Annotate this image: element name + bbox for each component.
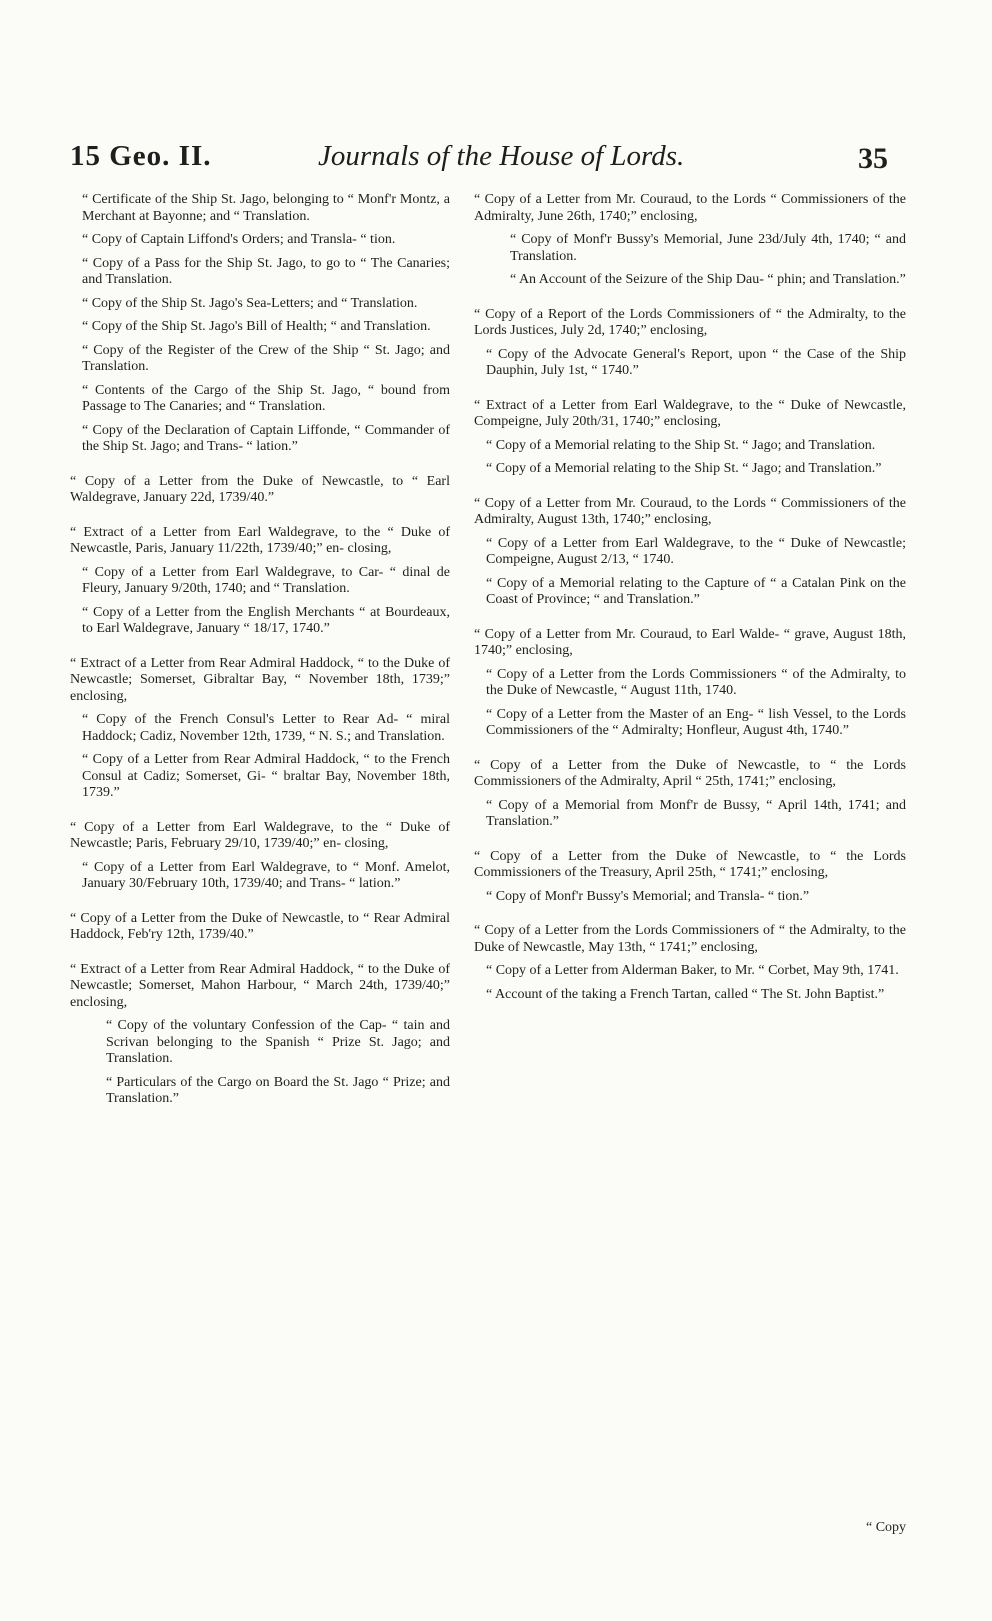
right-column <box>474 192 906 1010</box>
entry-item: “ Copy of a Letter from the Duke of Newcastle, to “ Rear Admiral Haddock, Feb'ry 12th, 1739/40.” <box>70 910 450 942</box>
entry-item: “ Copy of a Memorial relating to the Ship St. “ Jago; and Translation. <box>486 437 876 453</box>
catchword: “ Copy <box>866 1520 907 1535</box>
entry-item: “ Copy of the voluntary Confession of the Cap- “ tain and Scrivan belonging to the Spanish “ Prize St. Jago; and Translation. <box>106 1018 450 1066</box>
entry-item: “ Copy of a Letter from the Duke of Newcastle, to “ the Lords Commissioners of the Treasury, April 25th, “ 1741;” enclosing, <box>474 848 906 880</box>
entry-item: “ Copy of a Letter from Earl Waldegrave, to the “ Duke of Newcastle; Paris, February 29/10, 1739/40;” en- closing, <box>70 819 450 851</box>
entry-item: “ Copy of a Letter from the Duke of Newcastle, to “ Earl Waldegrave, January 22d, 1739/40.” <box>70 473 450 505</box>
entry-item: “ Copy of a Letter from the English Merchants “ at Bourdeaux, to Earl Waldegrave, January “ 18/17, 1740.” <box>82 604 450 636</box>
entry-item: “ Copy of a Letter from Mr. Couraud, to the Lords “ Commissioners of the Admiralty, August 13th, 1740;” enclosing, <box>474 495 906 527</box>
entry-item: “ Copy of a Memorial relating to the Ship St. “ Jago; and Translation.” <box>486 461 882 476</box>
entry-item: “ Copy of a Letter from Earl Waldegrave, to the “ Duke of Newcastle; Compeigne, August 2/13, “ 1740. <box>486 535 906 567</box>
journal-title: Journals of the House of Lords. <box>318 140 685 172</box>
entry-item: “ Copy of a Letter from the Duke of Newcastle, to “ the Lords Commissioners of the Admiralty, April “ 25th, 1741;” enclosing, <box>474 757 906 789</box>
entry-item: “ Copy of a Letter from Mr. Couraud, to Earl Walde- “ grave, August 18th, 1740;” enclosing, <box>474 626 906 658</box>
entry-item: “ Copy of Captain Liffond's Orders; and Transla- “ tion. <box>82 232 396 247</box>
entry-item: “ Copy of the Register of the Crew of the Ship “ St. Jago; and Translation. <box>82 342 450 374</box>
entry-item: “ Account of the taking a French Tartan, called “ The St. John Baptist.” <box>486 986 885 1002</box>
entry-item: “ Copy of a Letter from Mr. Couraud, to the Lords “ Commissioners of the Admiralty, June 26th, 1740;” enclosing, <box>474 192 906 224</box>
entry-item: “ Contents of the Cargo of the Ship St. Jago, “ bound from Passage to The Canaries; and “ Translation. <box>82 382 450 414</box>
regnal-year: 15 Geo. II. <box>70 140 212 172</box>
entry-item: “ Copy of a Letter from Rear Admiral Haddock, “ to the French Consul at Cadiz; Somerset, Gi- “ braltar Bay, November 18th, 1739.” <box>82 752 450 800</box>
entry-item: “ Copy of a Memorial from Monf'r de Bussy, “ April 14th, 1741; and Translation.” <box>486 797 906 829</box>
entry-item: “ Copy of a Pass for the Ship St. Jago, to go to “ The Canaries; and Translation. <box>82 255 450 287</box>
entry-item: “ Copy of Monf'r Bussy's Memorial; and Transla- “ tion.” <box>486 888 810 904</box>
entry-item: “ Certificate of the Ship St. Jago, belonging to “ Monf'r Montz, a Merchant at Bayonne; and “ Translation. <box>82 192 450 224</box>
entry-item: “ Copy of a Report of the Lords Commissioners of “ the Admiralty, to the Lords Justices, July 2d, 1740;” enclosing, <box>474 306 906 338</box>
entry-item: “ Copy of the Ship St. Jago's Sea-Letters; and “ Translation. <box>82 295 418 311</box>
entry-item: “ Copy of the Advocate General's Report, upon “ the Case of the Ship Dauphin, July 1st, “ 1740.” <box>486 346 906 378</box>
entry-item: “ Particulars of the Cargo on Board the St. Jago “ Prize; and Translation.” <box>106 1074 450 1106</box>
page-header <box>0 140 992 190</box>
entry-item: “ Extract of a Letter from Earl Waldegrave, to the “ Duke of Newcastle, Compeigne, July 20th/31, 1740;” enclosing, <box>474 397 906 429</box>
entry-item: “ Extract of a Letter from Rear Admiral Haddock, “ to the Duke of Newcastle; Somerset, Gibraltar Bay, “ November 18th, 1739;” enclosing, <box>70 655 450 704</box>
page-number: 35 <box>858 142 888 175</box>
entry-item: “ Copy of the Ship St. Jago's Bill of Health; “ and Translation. <box>82 319 431 334</box>
entry-item: “ Copy of the Declaration of Captain Liffonde, “ Commander of the Ship St. Jago; and Trans- “ lation.” <box>82 422 450 454</box>
entry-item: “ Copy of a Letter from Earl Waldegrave, to “ Monf. Amelot, January 30/February 10th, 1739/40; and Trans- “ lation.” <box>82 859 450 891</box>
entry-item: “ Copy of a Letter from the Lords Commissioners of “ the Admiralty, to the Duke of Newcastle, May 13th, “ 1741;” enclosing, <box>474 923 906 955</box>
entry-item: “ Copy of the French Consul's Letter to Rear Ad- “ miral Haddock; Cadiz, November 12th, 1739, “ N. S.; and Translation. <box>82 712 450 744</box>
entry-item: “ Copy of a Memorial relating to the Capture of “ a Catalan Pink on the Coast of Province; “ and Translation.” <box>486 575 906 607</box>
entry-item: “ Extract of a Letter from Rear Admiral Haddock, “ to the Duke of Newcastle; Somerset, Mahon Harbour, “ March 24th, 1739/40;” enclosing, <box>70 961 450 1010</box>
entry-item: “ Copy of a Letter from the Master of an Eng- “ lish Vessel, to the Lords Commissioners of the “ Admiralty; Honfleur, August 4th, 1740.” <box>486 706 906 738</box>
entry-item: “ Copy of a Letter from the Lords Commissioners “ of the Admiralty, to the Duke of Newcastle, “ August 11th, 1740. <box>486 666 906 698</box>
left-column <box>70 192 450 1115</box>
entry-item: “ Extract of a Letter from Earl Waldegrave, to the “ Duke of Newcastle, Paris, January 11/22th, 1739/40;” en- closing, <box>70 524 450 556</box>
entry-item: “ Copy of a Letter from Alderman Baker, to Mr. “ Corbet, May 9th, 1741. <box>486 963 899 978</box>
entry-item: “ Copy of Monf'r Bussy's Memorial, June 23d/July 4th, 1740; “ and Translation. <box>510 232 906 264</box>
entry-item: “ An Account of the Seizure of the Ship Dau- “ phin; and Translation.” <box>510 272 906 287</box>
entry-item: “ Copy of a Letter from Earl Waldegrave, to Car- “ dinal de Fleury, January 9/20th, 1740; and “ Translation. <box>82 564 450 596</box>
